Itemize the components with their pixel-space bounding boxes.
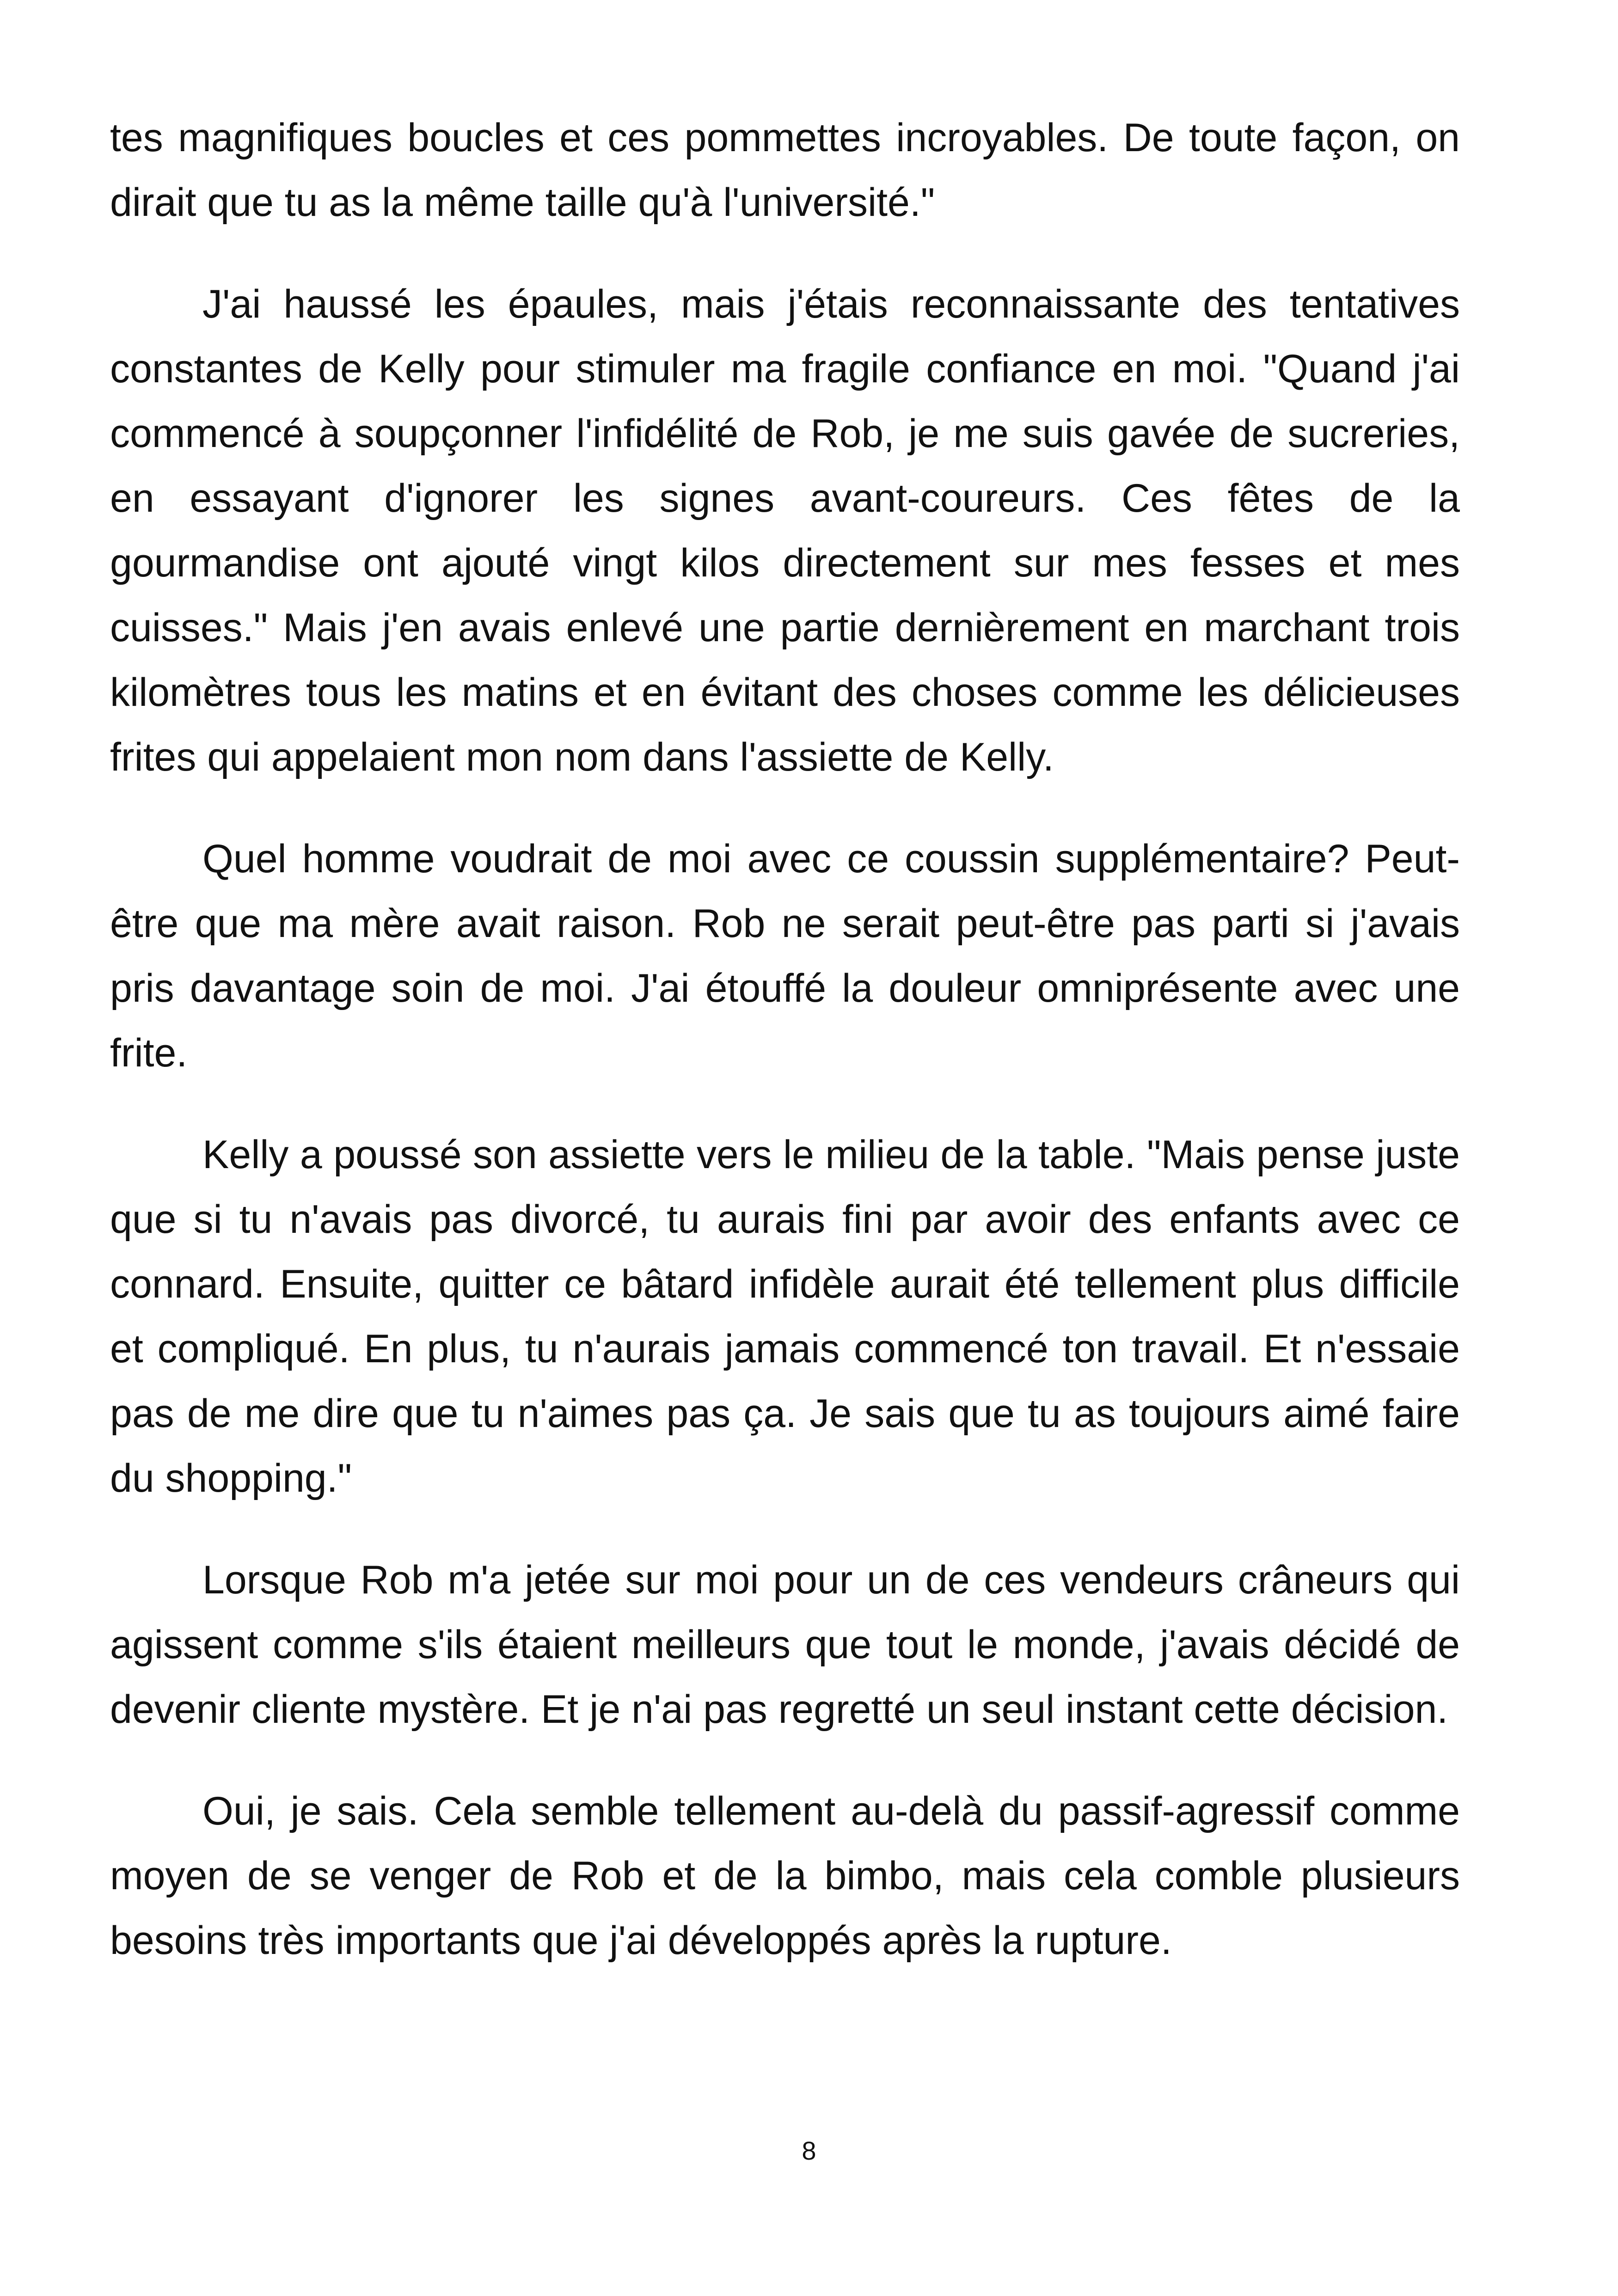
body-text [110, 105, 1460, 2010]
paragraph-1: tes magnifiques boucles et ces pommettes incroyables. De toute façon, on dirait que tu as la même taille qu'à l'université." [110, 116, 1460, 225]
paragraph-2: J'ai haussé les épaules, mais j'étais reconnaissante des tentatives constantes de Kelly pour stimuler ma fragile confiance en moi. "Quand j'ai commencé à soupçonner l'infidélité de Rob, je me suis gavée de sucreries, en essayant d'ignorer les signes avant-coureurs. Ces fêtes de la gourmandise ont ajouté vingt kilos directement sur mes fesses et mes cuisses." Mais j'en avais enlevé une partie dernièrement en marchant trois kilomètres tous les matins et en évitant des choses comme les délicieuses frites qui appelaient mon nom dans l'assiette de Kelly. [110, 282, 1460, 779]
paragraph-6: Oui, je sais. Cela semble tellement au-delà du passif-agressif comme moyen de se venger de Rob et de la bimbo, mais cela comble plusieurs besoins très importants que j'ai développés après la rupture. [110, 1789, 1460, 1963]
paragraph-5: Lorsque Rob m'a jetée sur moi pour un de ces vendeurs crâneurs qui agissent comme s'ils étaient meilleurs que tout le monde, j'avais décidé de devenir cliente mystère. Et je n'ai pas regretté un seul instant cette décision. [110, 1558, 1460, 1732]
paragraph-3: Quel homme voudrait de moi avec ce coussin supplémentaire? Peut-être que ma mère avait raison. Rob ne serait peut-être pas parti si j'avais pris davantage soin de moi. J'ai étouffé la douleur omniprésente avec une frite. [110, 837, 1460, 1075]
page-number: 8 [802, 2136, 816, 2165]
paragraph-4: Kelly a poussé son assiette vers le milieu de la table. "Mais pense juste que si tu n'avais pas divorcé, tu aurais fini par avoir des enfants avec ce connard. Ensuite, quitter ce bâtard infidèle aurait été tellement plus difficile et compliqué. En plus, tu n'aurais jamais commencé ton travail. Et n'essaie pas de me dire que tu n'aimes pas ça. Je sais que tu as toujours aimé faire du shopping." [110, 1133, 1460, 1500]
